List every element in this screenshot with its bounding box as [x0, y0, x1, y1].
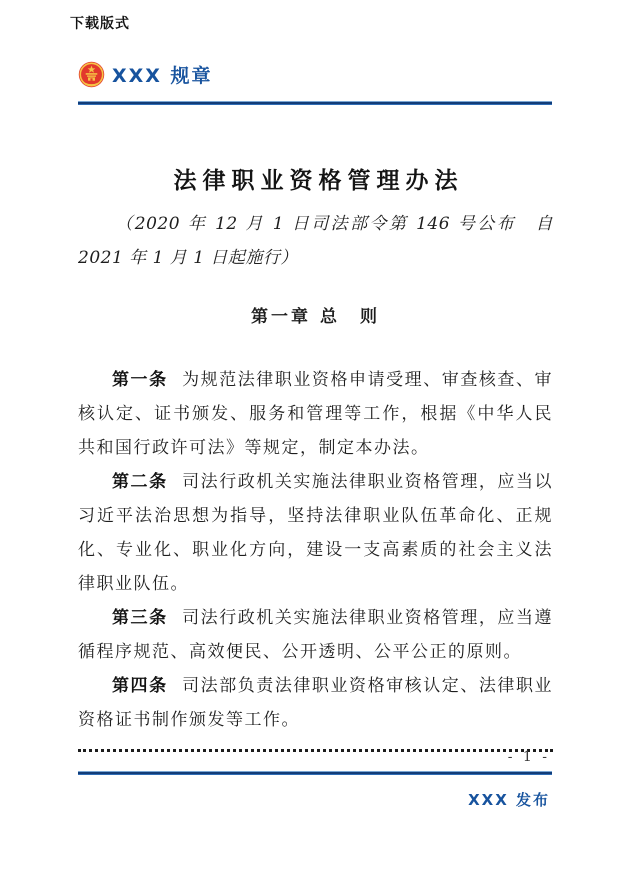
article-paragraph	[78, 465, 553, 601]
page-number: - 1 -	[507, 749, 550, 765]
articles-section	[78, 363, 553, 737]
article-number: 第一条	[112, 370, 168, 390]
masthead	[78, 59, 552, 105]
masthead-rule	[78, 101, 552, 105]
article-paragraph	[78, 601, 553, 669]
masthead-brand-text: XXX 规章	[112, 64, 213, 87]
article-text: 司法行政机关实施法律职业资格管理，应当遵循程序规范、高效便民、公开透明、公平公正的原则。	[78, 608, 554, 662]
masthead-brand-row	[78, 59, 552, 89]
footer-rule	[78, 771, 552, 775]
document-body	[78, 165, 553, 752]
chapter-heading: 第一章 总 则	[251, 307, 380, 327]
article-text: 司法行政机关实施法律职业资格管理，应当以习近平法治思想为指导，坚持法律职业队伍革命化、正规化、专业化、职业化方向，建设一支高素质的社会主义法律职业队伍。	[78, 472, 554, 594]
dotted-separator	[78, 749, 553, 752]
article-number: 第四条	[112, 676, 168, 696]
article-text: 司法部负责法律职业资格审核认定、法律职业资格证书制作颁发等工作。	[78, 676, 554, 730]
promulgation-line: （2020 年 12 月 1 日司法部令第 146 号公布 自 2021 年 1 月 1 日起施行）	[78, 214, 553, 268]
article-paragraph	[78, 363, 553, 465]
download-format-link[interactable]: 下载版式	[70, 16, 130, 32]
article-paragraph	[78, 669, 553, 737]
publisher-label: XXX 发布	[468, 791, 550, 809]
article-number: 第三条	[112, 608, 168, 628]
article-text: 为规范法律职业资格申请受理、审查核查、审核认定、证书颁发、服务和管理等工作，根据《中华人民共和国行政许可法》等规定，制定本办法。	[78, 370, 554, 458]
document-title: 法律职业资格管理办法	[173, 167, 464, 194]
article-number: 第二条	[112, 472, 168, 492]
national-emblem-icon	[78, 61, 105, 88]
